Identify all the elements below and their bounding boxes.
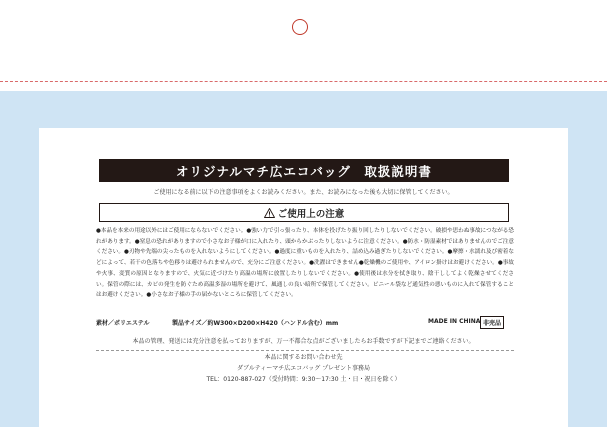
contact-block: [39, 352, 568, 385]
contact-heading: 本品に関するお問い合わせ先: [264, 354, 343, 361]
caution-text: ●本品を本来の用途以外にはご使用にならないでください。●強い力で引っ張ったり、本体を投げたり振り回したりしないでください。破損や思わぬ事故につながる恐れがあります。●窒息の恐れがありますので小さなお子様が口に入れたり、頭からかぶったりしないように注意ください。●防水・防湿素材ではありませんのでご注意ください。●刃物や先端の尖ったものを入れないようにしてください。●過度に重いものを入れたり、詰め込み過ぎたりしないでください。●摩擦・水濡れ及び密着などによって、若干の色落ちや色移りは避けられませんので、充分にご注意ください。●洗濯はできません●乾燥機のご使用や、アイロン掛けはお避けください。●事故や火事、変質の原因となりますので、火気に近づけたり高温の場所に放置したりしないでください。●使用後は水分を拭き取り、陰干ししてよく乾燥させてください。保管の際には、カビの発生を防ぐため高温多湿の場所を避けて、風通しの良い暗所で保管してください。ビニール袋など通気性の悪いものに入れて保管することはお避けください。●小さなお子様の手の届かないところに保管してください。: [96, 228, 514, 299]
divider: [96, 350, 514, 351]
contact-phone: TEL：0120-887-027（受付時間：9:30～17:30 土・日・祝日を除く）: [206, 376, 401, 383]
made-in-label: MADE IN CHINA: [428, 318, 481, 325]
caution-heading-box: [99, 203, 509, 222]
caution-heading: ご使用上の注意: [277, 208, 345, 220]
spec-row: [96, 316, 514, 328]
warning-icon: [264, 208, 275, 218]
management-note: 本品の管理、発送には充分注意を払っておりますが、万一不都合な点がございましたらお手数ですが下記までご連絡ください。: [132, 338, 475, 345]
not-for-sale-badge: 非売品: [480, 316, 504, 329]
contact-office: ダブルティーマチ広エコバッグ プレゼント事務局: [237, 365, 370, 372]
material-label: 素材／ポリエステル: [96, 320, 150, 327]
intro-text: ご使用になる前に以下の注意事項をよくお読みください。また、お読みになった後も大切に保管してください。: [153, 189, 454, 196]
instruction-card: [39, 128, 568, 427]
header-tab: [0, 0, 607, 91]
hang-hole: [292, 19, 308, 35]
perforation-line: [0, 81, 607, 82]
size-label: 製品サイズ／約W300×D200×H420（ハンドル含む）mm: [172, 320, 339, 327]
page-title: オリジナルマチ広エコバッグ 取扱説明書: [99, 159, 509, 182]
